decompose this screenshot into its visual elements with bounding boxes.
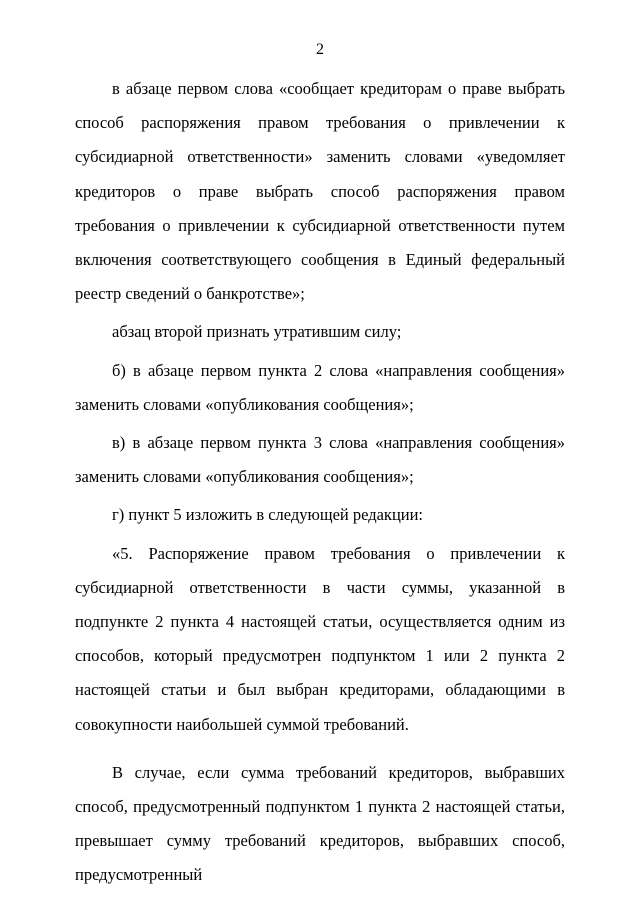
paragraph-2: абзац второй признать утратившим силу; (112, 322, 402, 342)
paragraph-7: В случае, если сумма требований кредиторов, выбравших способ, предусмотренный подпунктом 1 пункта 2 настоящей статьи, превышает сумму требований кредиторов, выбравших способ, предусмотренный (75, 762, 565, 885)
paragraph-5: г) пункт 5 изложить в следующей редакции: (112, 505, 424, 525)
paragraph-4: в) в абзаце первом пункта 3 слова «направления сообщения» заменить словами «опубликования сообщения»; (75, 433, 565, 487)
paragraph-1: в абзаце первом слова «сообщает кредиторам о праве выбрать способ распоряжения правом требования о привлечении к субсидиарной ответственности» заменить словами «уведомляет кредиторов о праве выбрать способ распоряжения правом требования о привлечении к субсидиарной ответственности путем включения соответствующего сообщения в Единый федеральный реестр сведений о банкротстве»; (75, 79, 565, 304)
document-body (75, 72, 565, 893)
page-number: 2 (316, 41, 324, 58)
paragraph-3: б) в абзаце первом пункта 2 слова «направления сообщения» заменить словами «опубликования сообщения»; (75, 360, 565, 414)
paragraph-6: «5. Распоряжение правом требования о привлечении к субсидиарной ответственности в части суммы, указанной в подпункте 2 пункта 4 настоящей статьи, осуществляется одним из способов, который предусмотрен подпунктом 1 или 2 пункта 2 настоящей статьи и был выбран кредиторами, обладающими в совокупности наибольшей суммой требований. (75, 543, 565, 734)
